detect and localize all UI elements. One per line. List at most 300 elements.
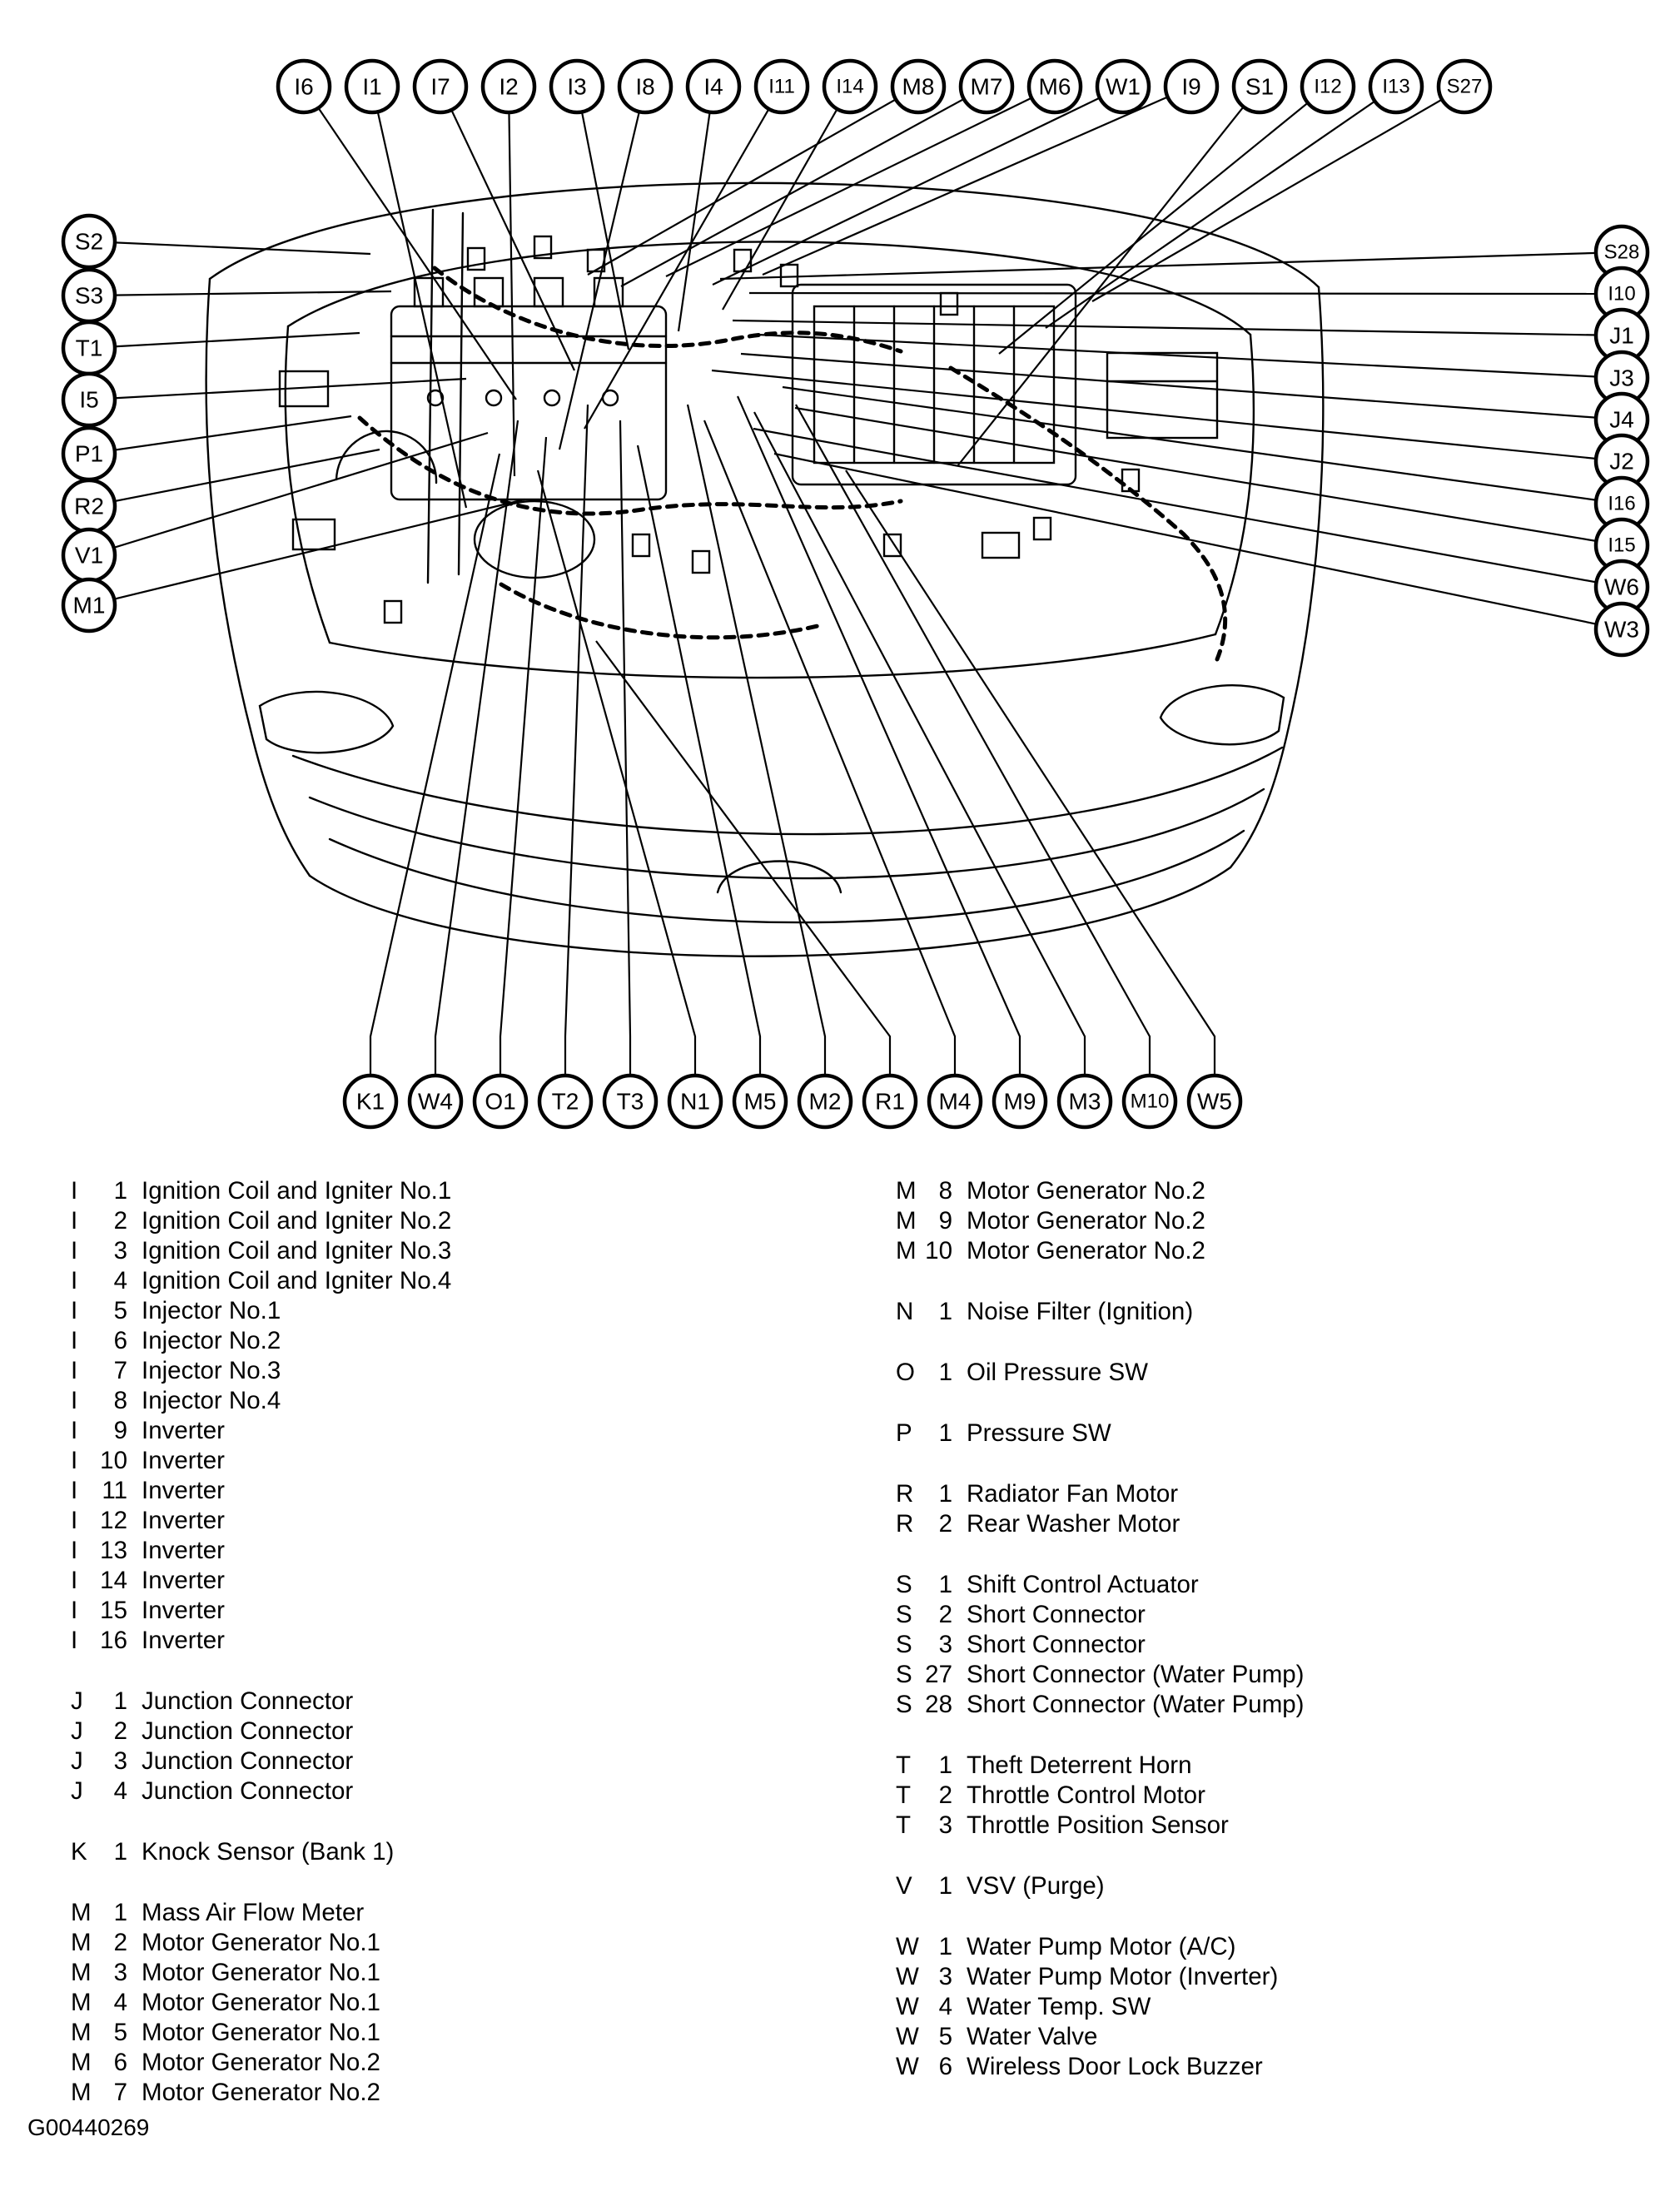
legend-row-M1 <box>71 1898 451 1928</box>
legend-row-M2 <box>71 1928 451 1958</box>
legend-description: Water Pump Motor (A/C) <box>967 1933 1236 1960</box>
legend-description: Junction Connector <box>142 1777 354 1805</box>
legend-column-left <box>71 1176 451 2108</box>
legend-row-I13 <box>71 1536 451 1566</box>
callout-label: I6 <box>294 73 314 100</box>
legend-description: Shift Control Actuator <box>967 1571 1199 1598</box>
legend-description: Short Connector (Water Pump) <box>967 1661 1305 1688</box>
callout-label: I3 <box>567 73 587 100</box>
legend-code-number: 1 <box>938 1933 952 1960</box>
legend-row-I5 <box>71 1296 451 1326</box>
legend-row-M9 <box>896 1206 1305 1236</box>
right-headlamp <box>1161 685 1284 744</box>
legend-row-S27 <box>896 1660 1305 1690</box>
callout-I13 <box>1370 61 1422 112</box>
legend-code-letter: M <box>71 1899 92 1926</box>
callout-label: J1 <box>1609 322 1634 349</box>
legend-code-number: 1 <box>938 1419 952 1447</box>
callout-label: R2 <box>74 493 104 519</box>
callout-label: S3 <box>74 282 104 309</box>
legend-row-N1 <box>896 1297 1305 1327</box>
callout-M9 <box>994 1076 1046 1127</box>
legend-row-I15 <box>71 1596 451 1626</box>
legend-code-letter: J <box>71 1747 83 1775</box>
callout-label: M2 <box>808 1088 842 1115</box>
legend-row-S1 <box>896 1570 1305 1600</box>
legend-code-number: 15 <box>100 1597 127 1624</box>
legend-code-letter: P <box>896 1419 912 1447</box>
legend-row-I1 <box>71 1176 451 1206</box>
leader-line <box>370 454 500 1101</box>
legend-description: Pressure SW <box>967 1419 1111 1447</box>
legend-code-number: 3 <box>113 1959 127 1986</box>
callout-label: I16 <box>1608 492 1636 515</box>
callout-label: I4 <box>703 73 723 100</box>
callout-S27 <box>1439 61 1490 112</box>
legend-description: Injector No.2 <box>142 1327 281 1354</box>
legend-row-I2 <box>71 1206 451 1236</box>
leader-line <box>565 405 588 1101</box>
legend-description: Radiator Fan Motor <box>967 1480 1179 1508</box>
legend-row-I6 <box>71 1326 451 1356</box>
leader-line <box>666 87 1055 276</box>
legend-code-number: 16 <box>100 1627 127 1654</box>
legend-row-J4 <box>71 1776 451 1806</box>
callout-label: J4 <box>1609 406 1634 433</box>
leader-line <box>500 437 546 1101</box>
legend-code-number: 2 <box>938 1781 952 1809</box>
legend-description: Motor Generator No.2 <box>142 2079 380 2106</box>
leader-line <box>713 87 1123 285</box>
legend-description: Inverter <box>142 1537 226 1564</box>
legend-row-K1 <box>71 1837 451 1867</box>
legend-code-number: 9 <box>113 1417 127 1444</box>
legend-row-I9 <box>71 1416 451 1446</box>
leader-line <box>688 405 825 1101</box>
callout-label: T1 <box>75 335 103 361</box>
legend-code-letter: M <box>896 1177 917 1205</box>
callout-label: J3 <box>1609 365 1634 391</box>
legend-code-letter: V <box>896 1872 912 1900</box>
legend-description: Junction Connector <box>142 1747 354 1775</box>
callout-label: W4 <box>418 1088 453 1115</box>
callout-I5 <box>63 374 115 425</box>
leader-line <box>733 320 1622 335</box>
leader-line <box>712 370 1622 461</box>
left-headlamp <box>260 692 393 753</box>
legend-code-number: 2 <box>113 1929 127 1956</box>
callout-label: S28 <box>1603 241 1640 264</box>
legend-code-number: 1 <box>938 1751 952 1779</box>
leader-line <box>89 416 351 454</box>
legend-code-letter: I <box>71 1177 78 1205</box>
legend-code-number: 6 <box>938 2053 952 2080</box>
legend-description: Throttle Control Motor <box>967 1781 1205 1809</box>
legend-description: Mass Air Flow Meter <box>142 1899 365 1926</box>
leader-line <box>588 87 918 275</box>
legend-code-letter: M <box>71 2019 92 2046</box>
legend-code-letter: M <box>896 1207 917 1235</box>
callout-I14 <box>824 61 876 112</box>
legend-code-number: 9 <box>938 1207 952 1235</box>
leader-line <box>783 387 1622 504</box>
callout-W5 <box>1189 1076 1240 1127</box>
legend-code-letter: K <box>71 1838 87 1866</box>
callout-label: I9 <box>1181 73 1201 100</box>
legend-code-number: 1 <box>938 1571 952 1598</box>
callout-label: I15 <box>1608 534 1636 557</box>
legend-row-I7 <box>71 1356 451 1386</box>
legend-row-M3 <box>71 1958 451 1988</box>
legend-code-letter: W <box>896 1963 919 1990</box>
callout-label: S2 <box>74 228 104 255</box>
leader-line <box>754 412 1085 1101</box>
leader-line <box>638 445 760 1101</box>
callout-label: O1 <box>485 1088 516 1115</box>
legend-code-number: 4 <box>113 1777 127 1805</box>
callout-I12 <box>1302 61 1354 112</box>
callout-S1 <box>1234 61 1285 112</box>
callout-W3 <box>1596 604 1648 655</box>
legend-row-I16 <box>71 1626 451 1656</box>
leader-line <box>678 87 713 331</box>
callout-V1 <box>63 529 115 581</box>
legend-code-number: 1 <box>113 1899 127 1926</box>
callout-label: I14 <box>836 75 864 98</box>
legend-code-number: 3 <box>938 1811 952 1839</box>
legend-row-M6 <box>71 2048 451 2078</box>
legend-description: Wireless Door Lock Buzzer <box>967 2053 1263 2080</box>
legend-code-number: 2 <box>938 1510 952 1538</box>
legend-description: Inverter <box>142 1597 226 1624</box>
leader-line <box>509 87 514 476</box>
legend-row-I11 <box>71 1476 451 1506</box>
legend-code-letter: I <box>71 1567 78 1594</box>
callout-label: R1 <box>875 1088 905 1115</box>
legend-row-W1 <box>896 1932 1305 1962</box>
legend-row-R2 <box>896 1509 1305 1539</box>
legend-code-number: 28 <box>925 1691 952 1718</box>
callout-T1 <box>63 322 115 374</box>
leader-line <box>738 396 1020 1101</box>
legend-code-number: 7 <box>113 1357 127 1384</box>
callout-label: W5 <box>1197 1088 1232 1115</box>
callout-M8 <box>892 61 944 112</box>
legend-code-letter: W <box>896 2053 919 2080</box>
legend-row-T1 <box>896 1751 1305 1781</box>
callout-M4 <box>929 1076 981 1127</box>
legend-description: Inverter <box>142 1507 226 1534</box>
legend-code-letter: I <box>71 1327 78 1354</box>
callout-I4 <box>688 61 739 112</box>
callout-label: W1 <box>1106 73 1141 100</box>
callout-M7 <box>961 61 1012 112</box>
callout-label: I2 <box>499 73 519 100</box>
callout-M10 <box>1124 1076 1176 1127</box>
legend-code-number: 3 <box>113 1747 127 1775</box>
legend-description: Inverter <box>142 1447 226 1474</box>
legend-code-number: 8 <box>938 1177 952 1205</box>
leader-line <box>704 420 955 1101</box>
legend-description: Motor Generator No.2 <box>967 1207 1205 1235</box>
leader-lines <box>89 87 1622 1101</box>
callout-circles <box>63 61 1648 1127</box>
legend-code-letter: T <box>896 1751 912 1779</box>
legend-code-number: 4 <box>113 1989 127 2016</box>
legend-code-number: 3 <box>938 1963 952 1990</box>
callout-M2 <box>799 1076 851 1127</box>
legend-row-T2 <box>896 1781 1305 1811</box>
legend-code-number: 8 <box>113 1387 127 1414</box>
figure-code: G00440269 <box>27 2114 150 2140</box>
legend-description: Theft Deterrent Horn <box>967 1751 1192 1779</box>
legend-description: Inverter <box>142 1567 226 1594</box>
callout-label: I8 <box>635 73 655 100</box>
legend-code-number: 2 <box>113 1717 127 1745</box>
legend-description: Knock Sensor (Bank 1) <box>142 1838 395 1866</box>
callout-label: I7 <box>430 73 450 100</box>
legend-code-number: 6 <box>113 2049 127 2076</box>
callout-label: M5 <box>743 1088 777 1115</box>
callout-label: T3 <box>616 1088 644 1115</box>
leader-line <box>1092 87 1464 301</box>
legend-code-letter: I <box>71 1357 78 1384</box>
legend-code-letter: S <box>896 1601 912 1628</box>
callout-label: M8 <box>902 73 935 100</box>
legend-code-letter: M <box>896 1237 917 1264</box>
legend-code-letter: W <box>896 1993 919 2020</box>
callout-I11 <box>756 61 808 112</box>
legend-code-letter: W <box>896 1933 919 1960</box>
legend-code-letter: I <box>71 1597 78 1624</box>
legend-description: Rear Washer Motor <box>967 1510 1180 1538</box>
legend-row-J2 <box>71 1717 451 1746</box>
legend-code-letter: T <box>896 1781 912 1809</box>
leader-line <box>1046 87 1396 328</box>
legend-code-letter: I <box>71 1297 78 1324</box>
legend-code-letter: S <box>896 1691 912 1718</box>
legend-row-T3 <box>896 1811 1305 1841</box>
legend-description: Motor Generator No.2 <box>142 2049 380 2076</box>
callout-label: V1 <box>74 542 104 569</box>
legend-description: Ignition Coil and Igniter No.2 <box>142 1207 452 1235</box>
legend-code-number: 10 <box>100 1447 127 1474</box>
legend-code-number: 2 <box>113 1207 127 1235</box>
legend-description: Inverter <box>142 1627 226 1654</box>
legend-code-number: 3 <box>113 1237 127 1264</box>
leader-line <box>89 241 370 254</box>
legend-code-number: 1 <box>113 1687 127 1715</box>
callout-I3 <box>551 61 603 112</box>
callout-label: M7 <box>970 73 1003 100</box>
legend-code-number: 1 <box>113 1177 127 1205</box>
legend-code-letter: M <box>71 2079 92 2106</box>
leader-line <box>795 408 1622 545</box>
legend-description: Junction Connector <box>142 1687 354 1715</box>
legend-code-number: 1 <box>938 1872 952 1900</box>
callout-I1 <box>346 61 398 112</box>
leader-line <box>538 470 695 1101</box>
callout-I8 <box>619 61 671 112</box>
callout-label: M10 <box>1130 1090 1170 1113</box>
legend-code-letter: W <box>896 2023 919 2050</box>
legend-code-number: 12 <box>100 1507 127 1534</box>
legend-code-number: 1 <box>113 1838 127 1866</box>
legend-code-letter: I <box>71 1477 78 1504</box>
leader-line <box>89 379 466 400</box>
legend-code-number: 14 <box>100 1567 127 1594</box>
legend-description: Motor Generator No.2 <box>967 1177 1205 1205</box>
legend-code-number: 6 <box>113 1327 127 1354</box>
legend-code-letter: I <box>71 1417 78 1444</box>
callout-label: I1 <box>362 73 382 100</box>
legend-row-P1 <box>896 1418 1305 1448</box>
legend-row-M8 <box>896 1176 1305 1206</box>
legend-row-S28 <box>896 1690 1305 1720</box>
callout-label: I10 <box>1608 282 1636 306</box>
leader-line <box>758 335 1622 378</box>
legend-code-letter: M <box>71 1929 92 1956</box>
legend-code-number: 13 <box>100 1537 127 1564</box>
legend-code-letter: S <box>896 1631 912 1658</box>
callout-M6 <box>1029 61 1081 112</box>
legend-code-number: 7 <box>113 2079 127 2106</box>
leader-line <box>796 405 1150 1101</box>
legend-code-letter: I <box>71 1387 78 1414</box>
legend-code-letter: J <box>71 1717 83 1745</box>
callout-M5 <box>734 1076 786 1127</box>
legend-row-M10 <box>896 1236 1305 1266</box>
callout-I7 <box>415 61 466 112</box>
legend-row-R1 <box>896 1479 1305 1509</box>
legend-code-letter: I <box>71 1537 78 1564</box>
legend-code-letter: R <box>896 1480 914 1508</box>
callout-label: I12 <box>1314 75 1342 98</box>
legend-description: Inverter <box>142 1417 226 1444</box>
legend-code-number: 2 <box>938 1601 952 1628</box>
legend-code-number: 11 <box>102 1477 127 1504</box>
legend-row-J3 <box>71 1746 451 1776</box>
legend-code-letter: T <box>896 1811 912 1839</box>
leader-line <box>620 420 630 1101</box>
legend-column-right <box>896 1176 1305 2082</box>
legend-row-M5 <box>71 2018 451 2048</box>
legend-row-I12 <box>71 1506 451 1536</box>
legend-description: Noise Filter (Ignition) <box>967 1298 1194 1325</box>
legend-code-number: 3 <box>938 1631 952 1658</box>
legend-code-number: 1 <box>938 1359 952 1386</box>
callout-I9 <box>1166 61 1217 112</box>
callout-W1 <box>1097 61 1149 112</box>
legend-row-S3 <box>896 1630 1305 1660</box>
legend-code-letter: R <box>896 1510 914 1538</box>
legend-code-letter: J <box>71 1777 83 1805</box>
legend-row-I8 <box>71 1386 451 1416</box>
leader-line <box>435 420 518 1101</box>
legend-row-I4 <box>71 1266 451 1296</box>
callout-S3 <box>63 270 115 321</box>
legend-description: Oil Pressure SW <box>967 1359 1149 1386</box>
callout-W4 <box>410 1076 461 1127</box>
callout-S2 <box>63 216 115 267</box>
legend-code-letter: I <box>71 1627 78 1654</box>
legend-row-W5 <box>896 2022 1305 2052</box>
callout-label: I5 <box>79 386 99 413</box>
leader-line <box>577 87 629 350</box>
leader-line <box>763 87 1191 275</box>
legend-row-I10 <box>71 1446 451 1476</box>
leader-line <box>304 87 516 400</box>
callout-label: M3 <box>1068 1088 1101 1115</box>
callout-label: W3 <box>1604 616 1639 643</box>
legend-row-I3 <box>71 1236 451 1266</box>
callout-O1 <box>475 1076 526 1127</box>
leader-line <box>749 293 1622 294</box>
legend-row-M4 <box>71 1988 451 2018</box>
callout-N1 <box>669 1076 721 1127</box>
leader-line <box>440 87 574 370</box>
legend-code-letter: S <box>896 1571 912 1598</box>
legend-code-number: 5 <box>938 2023 952 2050</box>
legend-row-I14 <box>71 1566 451 1596</box>
legend-description: Motor Generator No.1 <box>142 1929 380 1956</box>
legend-code-number: 1 <box>938 1298 952 1325</box>
callout-label: J2 <box>1609 448 1634 474</box>
leader-line <box>999 87 1328 354</box>
callout-K1 <box>345 1076 396 1127</box>
legend-code-letter: I <box>71 1447 78 1474</box>
legend-description: Ignition Coil and Igniter No.3 <box>142 1237 452 1264</box>
callout-I6 <box>278 61 330 112</box>
legend-code-letter: S <box>896 1661 912 1688</box>
legend-description: Short Connector <box>967 1601 1146 1628</box>
callout-label: S27 <box>1446 75 1483 98</box>
legend-code-letter: M <box>71 2049 92 2076</box>
callout-P1 <box>63 428 115 479</box>
callout-R1 <box>864 1076 916 1127</box>
legend-row-W6 <box>896 2052 1305 2082</box>
legend-code-letter: I <box>71 1237 78 1264</box>
legend-row-S2 <box>896 1600 1305 1630</box>
legend-description: Motor Generator No.1 <box>142 1989 380 2016</box>
legend-code-letter: N <box>896 1298 914 1325</box>
callout-label: T2 <box>551 1088 579 1115</box>
legend-code-number: 5 <box>113 2019 127 2046</box>
callout-label: M1 <box>72 592 106 619</box>
legend-code-letter: I <box>71 1507 78 1534</box>
callout-label: P1 <box>74 440 104 467</box>
callout-label: I11 <box>768 75 795 98</box>
legend-description: Injector No.3 <box>142 1357 281 1384</box>
legend-row-V1 <box>896 1871 1305 1901</box>
callout-R2 <box>63 480 115 532</box>
callout-label: S1 <box>1245 73 1275 100</box>
legend-code-number: 5 <box>113 1297 127 1324</box>
leader-line <box>846 470 1215 1101</box>
legend-description: Water Valve <box>967 2023 1098 2050</box>
legend-code-letter: M <box>71 1959 92 1986</box>
legend-description: Junction Connector <box>142 1717 354 1745</box>
legend-code-number: 1 <box>938 1480 952 1508</box>
legend-description: VSV (Purge) <box>967 1872 1105 1900</box>
legend-code-number: 27 <box>925 1661 952 1688</box>
legend-code-letter: M <box>71 1989 92 2016</box>
legend-description: Water Pump Motor (Inverter) <box>967 1963 1279 1990</box>
legend-description: Injector No.1 <box>142 1297 281 1324</box>
callout-M1 <box>63 579 115 631</box>
legend-description: Ignition Coil and Igniter No.1 <box>142 1177 452 1205</box>
leader-line <box>89 291 391 296</box>
